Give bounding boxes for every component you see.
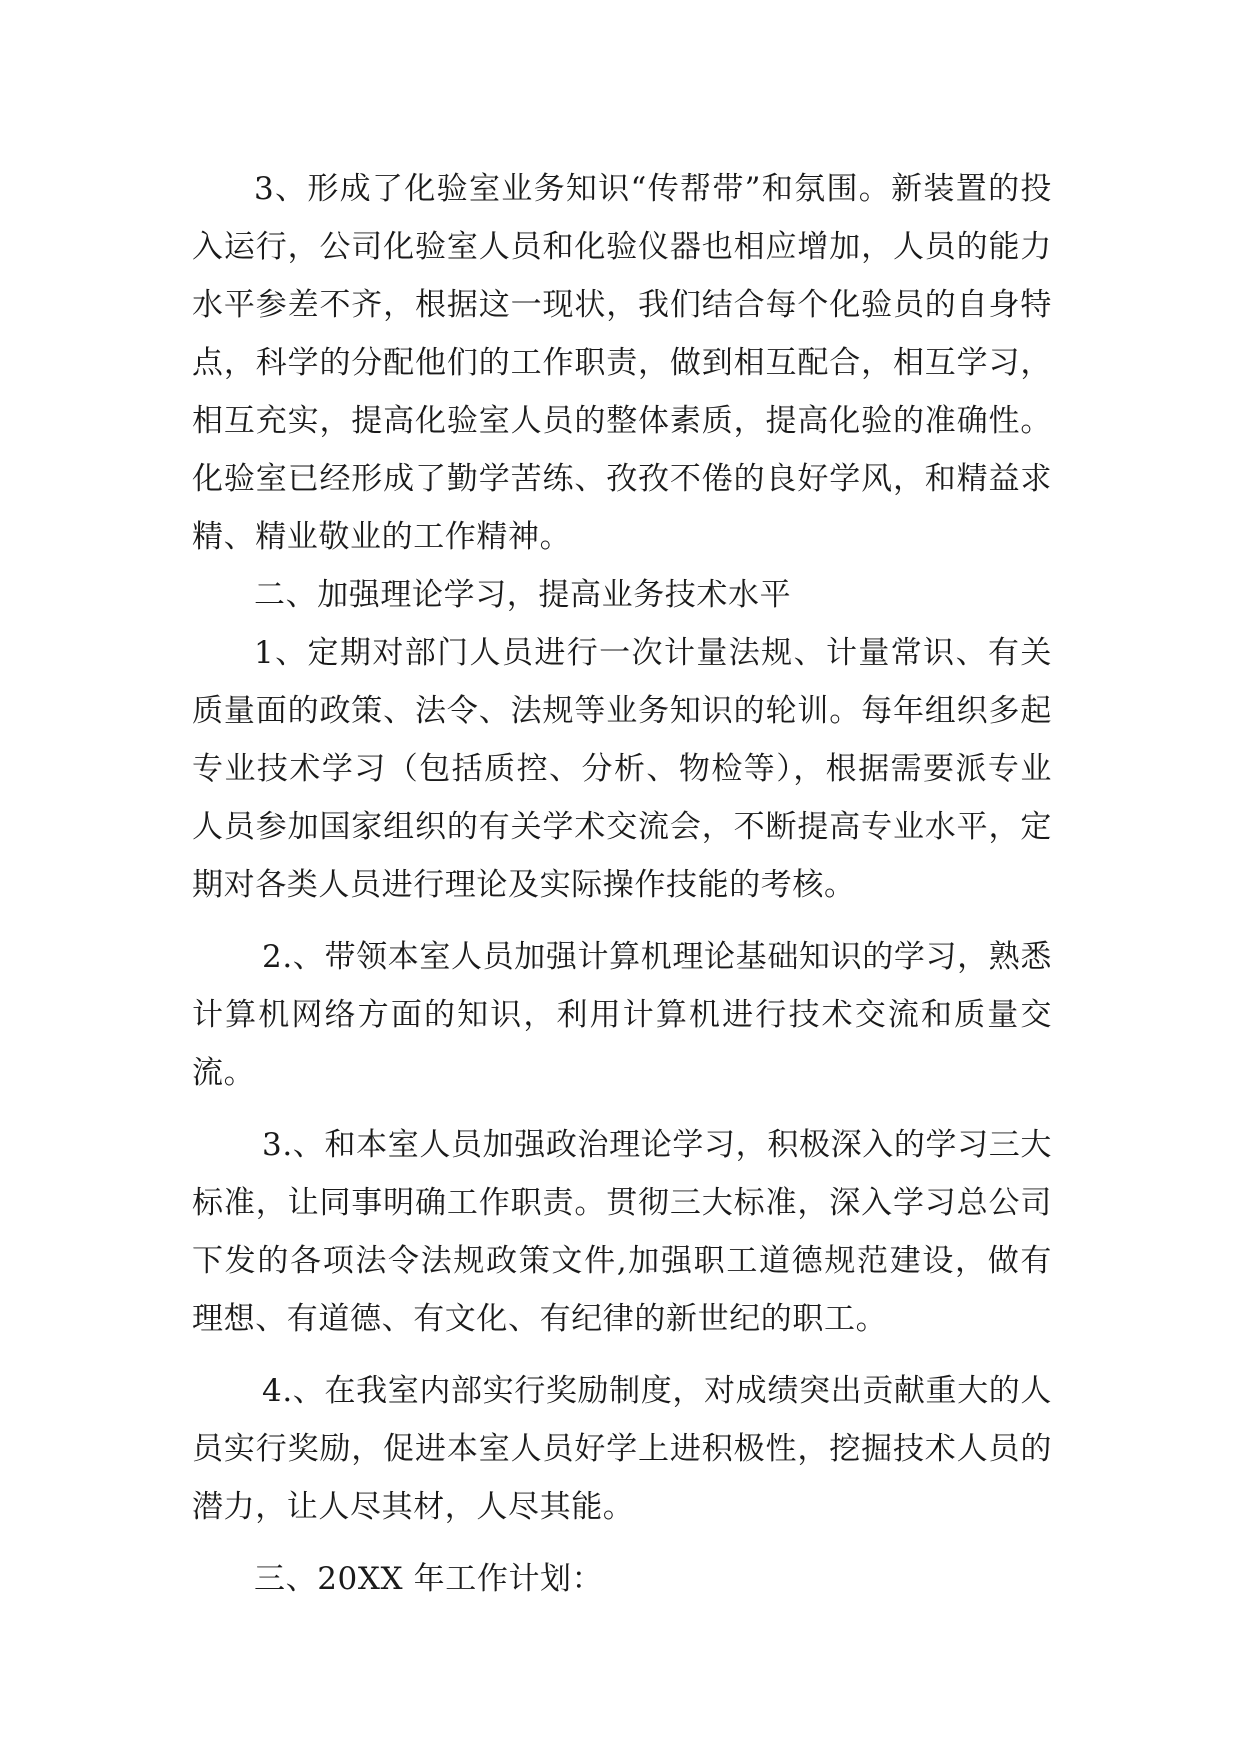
section-heading-work-plan: 三、20XX 年工作计划： [254, 1561, 604, 1597]
paragraph-regular-training: 1、定期对部门人员进行一次计量法规、计量常识、有关质量面的政策、法令、法规等业务知识的轮训。每年组织多起专业技术学习（包括质控、分析、物检等），根据需要派专业人员参加国家组织的有关学术交流会，不断提高专业水平，定期对各类人员进行理论及实际操作技能的考核。 [192, 635, 1052, 903]
document-body [192, 160, 1052, 1608]
paragraph-lab-mentoring: 3、形成了化验室业务知识“传帮带”和氛围。新装置的投入运行，公司化验室人员和化验仪器也相应增加，人员的能力水平参差不齐，根据这一现状，我们结合每个化验员的自身特点，科学的分配他们的工作职责，做到相互配合，相互学习，相互充实，提高化验室人员的整体素质，提高化验的准确性。化验室已经形成了勤学苦练、孜孜不倦的良好学风，和精益求精、精业敬业的工作精神。 [192, 171, 1052, 555]
paragraph-computer-study: 2.、带领本室人员加强计算机理论基础知识的学习，熟悉计算机网络方面的知识，利用计算机进行技术交流和质量交流。 [192, 939, 1052, 1091]
section-heading-theory-study: 二、加强理论学习，提高业务技术水平 [254, 577, 792, 613]
paragraph-political-study: 3.、和本室人员加强政治理论学习，积极深入的学习三大标准，让同事明确工作职责。贯彻三大标准，深入学习总公司下发的各项法令法规政策文件,加强职工道德规范建设，做有理想、有道德、有文化、有纪律的新世纪的职工。 [192, 1127, 1052, 1337]
paragraph-reward-system: 4.、在我室内部实行奖励制度，对成绩突出贡献重大的人员实行奖励，促进本室人员好学上进积极性，挖掘技术人员的潜力，让人尽其材，人尽其能。 [192, 1373, 1052, 1525]
